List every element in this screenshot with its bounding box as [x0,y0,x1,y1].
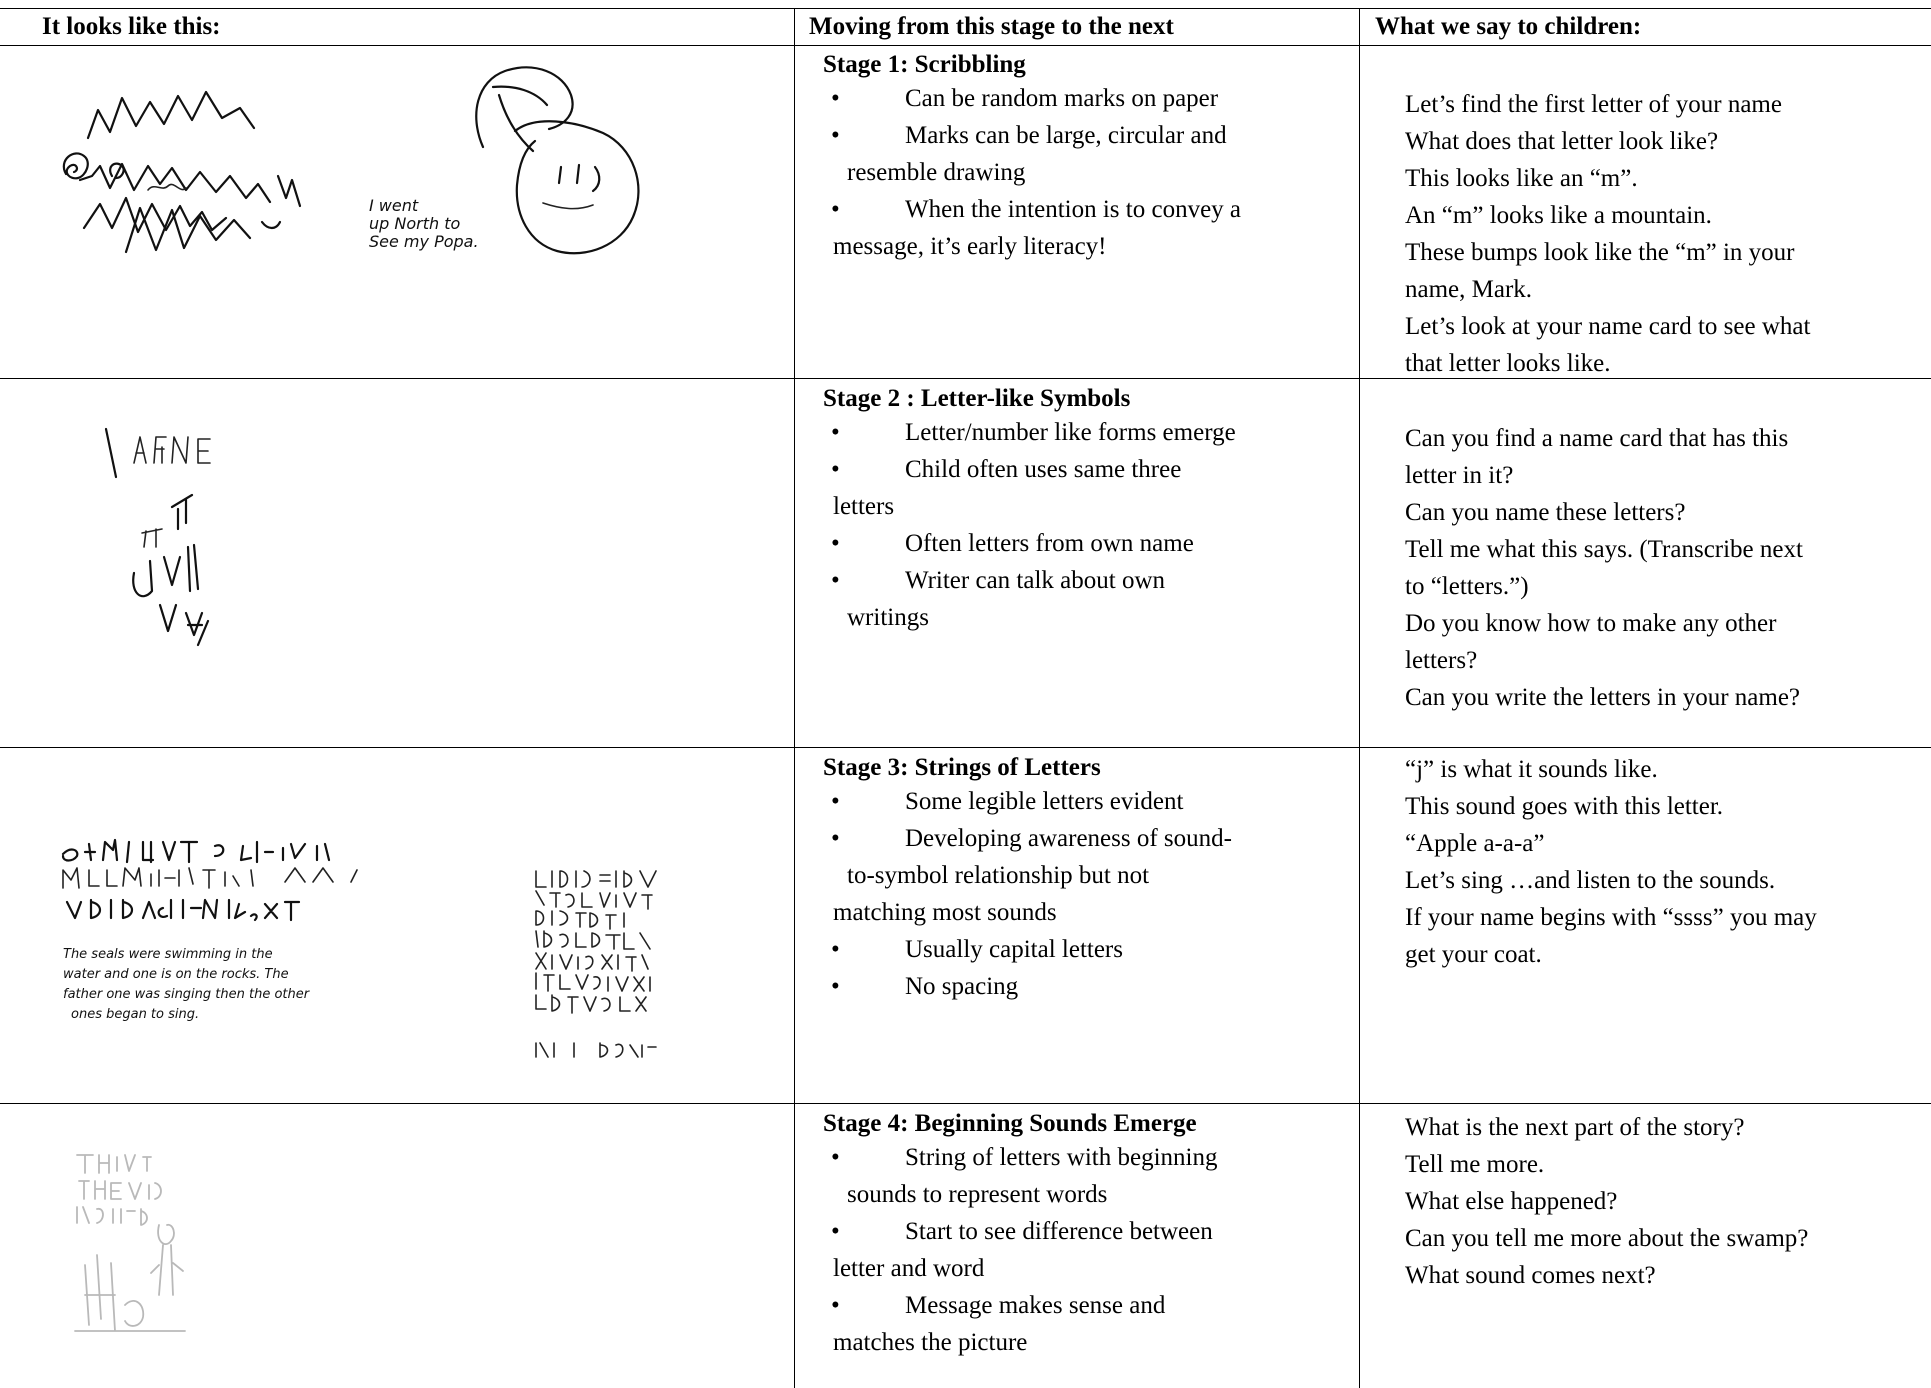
list-item: • Letter/number like forms emerge [823,414,1328,451]
prompt-line: name, Mark. [1405,276,1533,303]
prompt-line: “j” is what it sounds like. [1405,756,1658,783]
column-divider-1 [794,8,795,1388]
stage2-prompts [1405,420,1931,716]
stage4-title: Stage 4: Beginning Sounds Emerge [823,1110,1197,1137]
prompt-line: What sound comes next? [1405,1262,1656,1289]
scribble-sample-image [40,80,370,300]
prompt-line: that letter looks like. [1405,350,1611,377]
bullet-icon: • [831,196,840,223]
stage2-bullets [823,414,1328,636]
bullet-icon: • [831,788,840,815]
popa-caption-line2: up North to [369,214,461,233]
prompt-line: Let’s sing …and listen to the sounds. [1405,867,1776,894]
list-item: • Writer can talk about own writings [823,562,1328,636]
stage2-description [823,384,1328,636]
stage3-description [823,753,1328,1005]
prompt-line: Can you write the letters in your name? [1405,684,1801,711]
popa-drawing-image [365,55,695,295]
letter-block-image [530,865,700,1065]
bullet-icon: • [831,530,840,557]
column-divider-2 [1359,8,1360,1388]
prompt-line: Let’s find the first letter of your name [1405,91,1782,118]
prompt-line: Can you find a name card that has this [1405,425,1789,452]
row3-bottom-border [0,1103,1931,1104]
prompt-line: If your name begins with “ssss” you may [1405,904,1817,931]
prompt-line: These bumps look like the “m” in your [1405,239,1795,266]
header-what-we-say: What we say to children: [1375,13,1642,40]
list-item: • Marks can be large, circular and resemble drawing [823,117,1328,191]
letter-like-symbols-image [60,425,280,675]
stage4-bullets [823,1139,1328,1361]
prompt-line: “Apple a-a-a” [1405,830,1545,857]
list-item: • Start to see difference between letter and word [823,1213,1328,1287]
stage2-title: Stage 2 : Letter-like Symbols [823,385,1131,412]
prompt-line: letter in it? [1405,462,1514,489]
prompt-line: Tell me more. [1405,1151,1545,1178]
seals-caption-line1: The seals were swimming in the [63,947,273,962]
prompt-line: An “m” looks like a mountain. [1405,202,1712,229]
stage1-prompts [1405,86,1931,382]
prompt-line: letters? [1405,647,1478,674]
list-item: • String of letters with beginning sounds to represent words [823,1139,1328,1213]
stage4-prompts [1405,1109,1931,1294]
prompt-line: What does that letter look like? [1405,128,1719,155]
stage1-bullets [823,80,1328,265]
seals-caption-line3: father one was singing then the other [63,987,310,1002]
bullet-icon: • [831,122,840,149]
list-item: • Can be random marks on paper [823,80,1328,117]
popa-caption-line1: I went [369,196,419,215]
prompt-line: to “letters.”) [1405,573,1529,600]
bullet-icon: • [831,1292,840,1319]
bullet-icon: • [831,936,840,963]
table-top-border [0,8,1931,9]
popa-caption-line3: See my Popa. [369,232,479,251]
bullet-icon: • [831,825,840,852]
list-item: • When the intention is to convey a message, it’s early literacy! [823,191,1328,265]
prompt-line: This looks like an “m”. [1405,165,1638,192]
stage3-prompts [1405,751,1931,973]
stage1-description [823,50,1328,265]
bullet-icon: • [831,1144,840,1171]
stage3-title: Stage 3: Strings of Letters [823,754,1101,781]
header-bottom-border [0,45,1931,46]
list-item: • Message makes sense and matches the picture [823,1287,1328,1361]
seals-caption-line4: ones began to sing. [71,1007,200,1022]
stage3-bullets [823,783,1328,1005]
bullet-icon: • [831,85,840,112]
stage1-title: Stage 1: Scribbling [823,51,1026,78]
stage4-description [823,1109,1328,1361]
list-item: • Usually capital letters [823,931,1328,968]
bullet-icon: • [831,567,840,594]
bullet-icon: • [831,419,840,446]
prompt-line: What is the next part of the story? [1405,1114,1745,1141]
bullet-icon: • [831,1218,840,1245]
prompt-line: Can you name these letters? [1405,499,1686,526]
header-next-stage: Moving from this stage to the next [809,13,1174,40]
prompt-line: Can you tell me more about the swamp? [1405,1225,1809,1252]
list-item: • Developing awareness of sound- to-symbol relationship but not matching most sounds [823,820,1328,931]
list-item: • Often letters from own name [823,525,1328,562]
list-item: • Some legible letters evident [823,783,1328,820]
strings-of-letters-image [55,820,475,1030]
prompt-line: Do you know how to make any other [1405,610,1777,637]
bullet-icon: • [831,456,840,483]
list-item: • No spacing [823,968,1328,1005]
prompt-line: get your coat. [1405,941,1542,968]
prompt-line: Let’s look at your name card to see what [1405,313,1811,340]
seals-caption-line2: water and one is on the rocks. The [63,967,289,982]
prompt-line: This sound goes with this letter. [1405,793,1724,820]
beginning-sounds-image [55,1145,215,1355]
prompt-line: What else happened? [1405,1188,1618,1215]
row2-bottom-border [0,747,1931,748]
prompt-line: Tell me what this says. (Transcribe next [1405,536,1803,563]
bullet-icon: • [831,973,840,1000]
header-samples: It looks like this: [42,13,221,40]
list-item: • Child often uses same three letters [823,451,1328,525]
